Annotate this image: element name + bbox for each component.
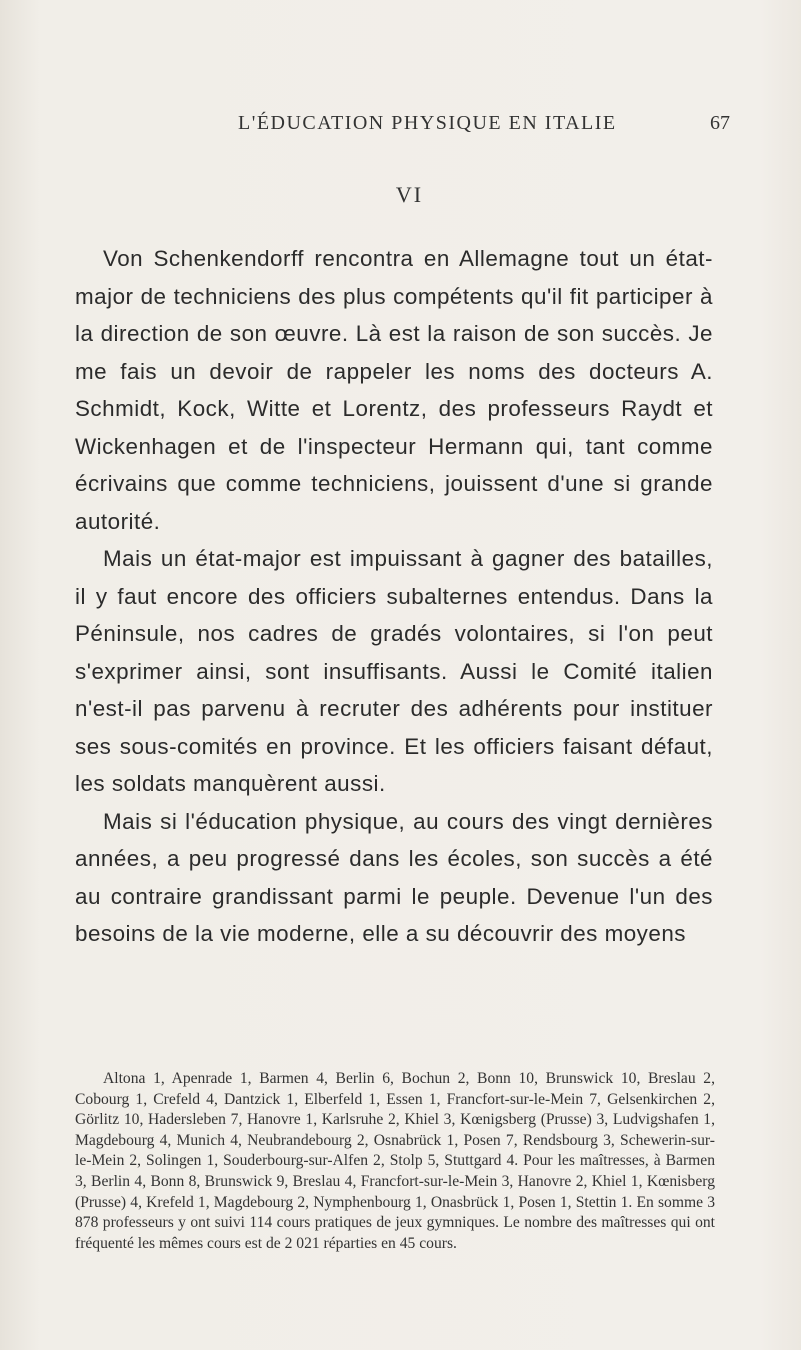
body-text	[75, 240, 713, 953]
section-heading: VI	[395, 182, 424, 207]
running-title: L'ÉDUCATION PHYSIQUE EN ITALIE	[238, 112, 617, 134]
footnote	[75, 1069, 715, 1254]
page-number: 67	[710, 112, 730, 134]
paragraph: Mais si l'éducation physique, au cours des vingt dernières années, a peu progressé dans les écoles, son succès a été au contraire grandissant parmi le peuple. Devenue l'un des besoins de la vie moderne, elle a su découvrir des moyens	[75, 808, 713, 946]
paragraph: Von Schenkendorff rencontra en Allemagne tout un état-major de techniciens des plus compétents qu'il fit participer à la direction de son œuvre. Là est la raison de son succès. Je me fais un devoir de rappeler les noms des docteurs A. Schmidt, Kock, Witte et Lorentz, des professeurs Raydt et Wickenhagen et de l'inspecteur Hermann qui, tant comme écrivains que comme techniciens, jouissent d'une si grande autorité.	[75, 246, 713, 534]
footnote-text: Altona 1, Apenrade 1, Barmen 4, Berlin 6, Bochun 2, Bonn 10, Brunswick 10, Breslau 2, Cobourg 1, Crefeld 4, Dantzick 1, Elberfeld 1, Essen 1, Francfort-sur-le-Mein 7, Gelsenkirchen 2, Görlitz 10, Hadersleben 7, Hanovre 1, Karlsruhe 2, Khiel 3, Kœnigsberg (Prusse) 3, Ludvigshafen 1, Magdebourg 4, Munich 4, Neubrandebourg 2, Osnabrück 1, Posen 7, Rendsbourg 3, Schewerin-sur-le-Mein 2, Solingen 1, Souderbourg-sur-Alfen 2, Stolp 5, Stuttgard 4. Pour les maîtresses, à Barmen 3, Berlin 4, Bonn 8, Brunswick 9, Breslau 4, Francfort-sur-le-Mein 3, Hanovre 2, Khiel 1, Kœnisberg (Prusse) 4, Krefeld 1, Magdebourg 2, Nymphenbourg 1, Onasbrück 1, Posen 1, Stettin 1. En somme 3 878 professeurs y ont suivi 114 cours pratiques de jeux gymniques. Le nombre des maîtresses qui ont fréquenté les mêmes cours est de 2 021 réparties en 45 cours.	[75, 1070, 715, 1252]
running-header	[0, 112, 801, 142]
paragraph: Mais un état-major est impuissant à gagner des batailles, il y faut encore des officiers subalternes entendus. Dans la Péninsule, nos cadres de gradés volontaires, si l'on peut s'exprimer ainsi, sont insuffisants. Aussi le Comité italien n'est-il pas parvenu à recruter des adhérents pour instituer ses sous-comités en province. Et les officiers faisant défaut, les soldats manquèrent aussi.	[75, 546, 713, 796]
